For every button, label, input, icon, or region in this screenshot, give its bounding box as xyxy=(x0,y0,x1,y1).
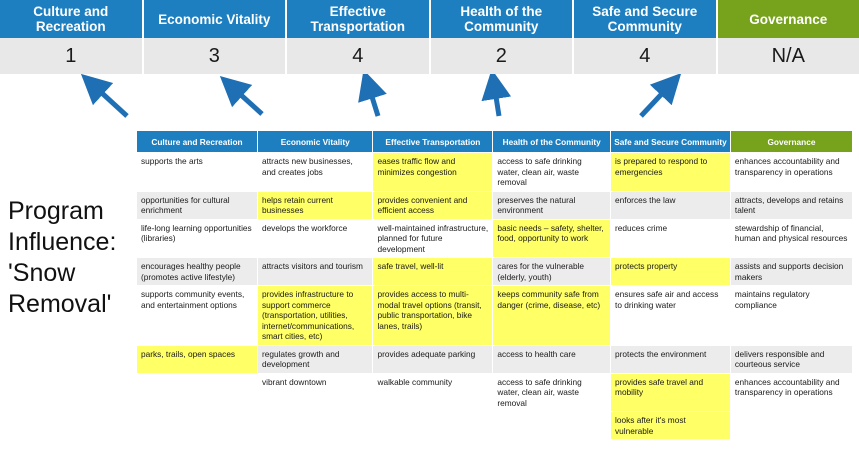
matrix-cell: helps retain current businesses xyxy=(257,191,373,219)
arrow-icon-economic xyxy=(231,86,262,114)
matrix-cell: safe travel, well-lit xyxy=(373,258,493,286)
matrix-cell: regulates growth and development xyxy=(257,345,373,373)
matrix-cell: provides convenient and efficient access xyxy=(373,191,493,219)
matrix-cell: access to health care xyxy=(493,345,611,373)
matrix-cell: is prepared to respond to emergencies xyxy=(611,153,731,192)
matrix-cell: preserves the natural environment xyxy=(493,191,611,219)
matrix-cell: eases traffic flow and minimizes congestion xyxy=(373,153,493,192)
matrix-cell: opportunities for cultural enrichment xyxy=(137,191,258,219)
score-health-of-the-community: 2 xyxy=(431,38,575,74)
matrix-cell: access to safe drinking water, clean air, waste removal xyxy=(493,153,611,192)
matrix-cell: well-maintained infrastructure, planned for future development xyxy=(373,219,493,258)
matrix-cell: supports community events, and entertainment options xyxy=(137,286,258,346)
matrix-cell xyxy=(493,412,611,440)
arrow-icon-safe-secure xyxy=(641,84,671,116)
header-label: Governance xyxy=(749,11,828,27)
matrix-cell: provides safe travel and mobility xyxy=(611,373,731,412)
matrix-header-governance: Governance xyxy=(730,131,852,153)
matrix-cell: supports the arts xyxy=(137,153,258,192)
matrix-cell: enforces the law xyxy=(611,191,731,219)
matrix-cell: assists and supports decision makers xyxy=(730,258,852,286)
matrix-cell: delivers responsible and courteous service xyxy=(730,345,852,373)
matrix-cell: access to safe drinking water, clean air, waste removal xyxy=(493,373,611,412)
matrix-header-economic-vitality: Economic Vitality xyxy=(257,131,373,153)
table-row xyxy=(137,412,853,440)
matrix-cell: looks after it's most vulnerable xyxy=(611,412,731,440)
matrix-cell: vibrant downtown xyxy=(257,373,373,412)
matrix-cell: attracts new businesses, and creates jobs xyxy=(257,153,373,192)
matrix-cell: cares for the vulnerable (elderly, youth) xyxy=(493,258,611,286)
matrix-cell: provides access to multi-modal travel options (transit, public transportation, bike lanes, trails) xyxy=(373,286,493,346)
matrix-cell: attracts visitors and tourism xyxy=(257,258,373,286)
table-row xyxy=(137,219,853,258)
table-row xyxy=(137,153,853,192)
table-row xyxy=(137,191,853,219)
table-row xyxy=(137,258,853,286)
matrix-cell: parks, trails, open spaces xyxy=(137,345,258,373)
matrix-cell: reduces crime xyxy=(611,219,731,258)
matrix-cell: protects the environment xyxy=(611,345,731,373)
matrix-cell: enhances accountability and transparency in operations xyxy=(730,153,852,192)
header-cell-safe-and-secure-community xyxy=(574,0,718,38)
score-effective-transportation: 4 xyxy=(287,38,431,74)
matrix-cell: maintains regulatory compliance xyxy=(730,286,852,346)
matrix-cell: ensures safe air and access to drinking water xyxy=(611,286,731,346)
header-cell-economic-vitality xyxy=(144,0,288,38)
table-row xyxy=(137,345,853,373)
matrix-cell: enhances accountability and transparency in operations xyxy=(730,373,852,412)
header-label: Economic Vitality xyxy=(158,11,271,27)
header-label: Effective Transportation xyxy=(310,4,405,34)
matrix-body xyxy=(137,153,853,440)
arrow-icon-health xyxy=(494,84,499,116)
matrix-cell xyxy=(137,412,258,440)
influence-matrix xyxy=(136,130,853,440)
matrix-cell: provides infrastructure to support commerce (transportation, utilities, internet/communications, smart cities, etc) xyxy=(257,286,373,346)
header-cell-governance xyxy=(718,0,859,38)
matrix-cell: provides adequate parking xyxy=(373,345,493,373)
header-cell-effective-transportation xyxy=(287,0,431,38)
matrix-header-effective-transportation: Effective Transportation xyxy=(373,131,493,153)
matrix-header-safe-and-secure-community: Safe and Secure Community xyxy=(611,131,731,153)
matrix-cell: protects property xyxy=(611,258,731,286)
matrix-cell: encourages healthy people (promotes active lifestyle) xyxy=(137,258,258,286)
header-cell-health-of-the-community xyxy=(431,0,575,38)
header-cell-culture-and-recreation xyxy=(0,0,144,38)
matrix-cell: attracts, develops and retains talent xyxy=(730,191,852,219)
score-safe-and-secure-community: 4 xyxy=(574,38,718,74)
program-influence-label: Program Influence: 'Snow Removal' xyxy=(8,197,117,318)
score-culture-and-recreation: 1 xyxy=(0,38,144,74)
arrow-icon-culture xyxy=(92,84,127,116)
matrix-header-row xyxy=(137,131,853,153)
score-governance: N/A xyxy=(771,44,805,67)
score-economic-vitality: 3 xyxy=(144,38,288,74)
matrix-cell: life-long learning opportunities (libraries) xyxy=(137,219,258,258)
matrix-cell: develops the workforce xyxy=(257,219,373,258)
score-band xyxy=(0,38,859,74)
matrix-cell xyxy=(257,412,373,440)
matrix-header-health-of-the-community: Health of the Community xyxy=(493,131,611,153)
matrix-cell: stewardship of financial, human and physical resources xyxy=(730,219,852,258)
matrix-cell: basic needs – safety, shelter, food, opportunity to work xyxy=(493,219,611,258)
arrow-group xyxy=(0,74,859,130)
matrix-cell xyxy=(373,412,493,440)
matrix-cell xyxy=(730,412,852,440)
arrow-icon-transportation xyxy=(368,84,378,116)
matrix-header-culture-and-recreation: Culture and Recreation xyxy=(137,131,258,153)
table-row xyxy=(137,373,853,412)
header-label: Safe and Secure Community xyxy=(592,4,698,34)
table-row xyxy=(137,286,853,346)
scorecard-header-band xyxy=(0,0,859,38)
matrix-cell xyxy=(137,373,258,412)
matrix-cell: keeps community safe from danger (crime, disease, etc) xyxy=(493,286,611,346)
matrix-cell: walkable community xyxy=(373,373,493,412)
header-label: Culture and Recreation xyxy=(33,4,109,34)
header-label: Health of the Community xyxy=(460,4,543,34)
